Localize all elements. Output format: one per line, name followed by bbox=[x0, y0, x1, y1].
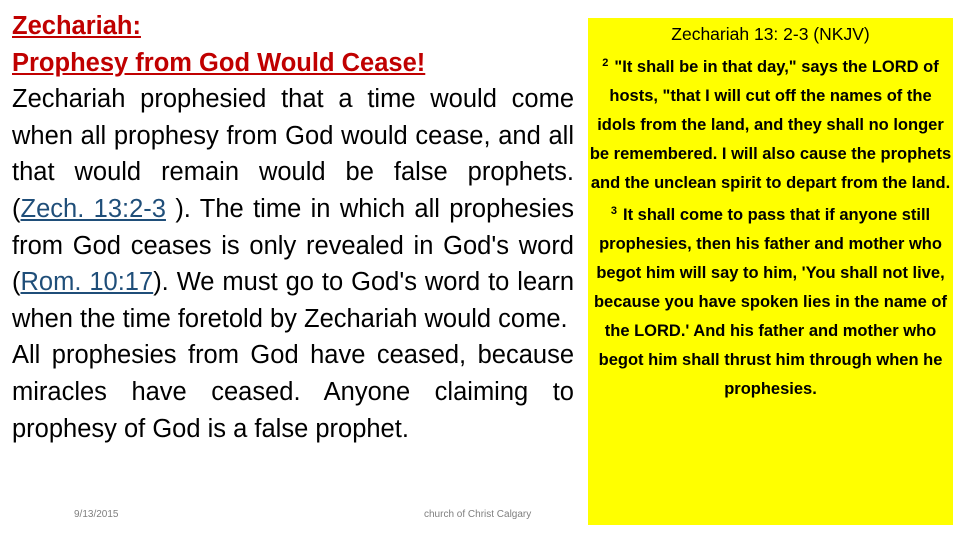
verse-3-number: 3 bbox=[610, 205, 617, 218]
verse-2 bbox=[588, 49, 953, 198]
footer-org: church of Christ Calgary bbox=[424, 509, 532, 520]
zech-reference-link[interactable]: Zech. 13:2-3 bbox=[20, 194, 166, 223]
paragraph-1-middle: ). The time in which all prophesies from God ceases is only revealed in God's word ( bbox=[12, 194, 575, 297]
paragraph-2: All prophesies from God have ceased, because miracles have ceased. Anyone claiming to prophesy of God is a false prophet. bbox=[12, 341, 574, 443]
scripture-box bbox=[588, 18, 953, 525]
paragraph-1-end: ). We must go to God's word to learn when the time foretold by Zechariah would come. bbox=[12, 268, 574, 333]
slide-title-line2: Prophesy from God Would Cease! bbox=[12, 48, 426, 77]
paragraph-1-text: Zechariah prophesied that a time would come when all prophesy from God would cease, and all that would remain would be false prophets. ( bbox=[12, 85, 574, 223]
slide-title-line1: Zechariah: bbox=[12, 12, 141, 40]
footer-date: 9/13/2015 bbox=[74, 509, 119, 520]
verse-2-text: "It shall be in that day," says the LORD of hosts, "that I will cut off the names of the idols from the land, and they shall no longer be remembered. I will also cause the prophets and the unclean spirit to depart from the land. bbox=[589, 57, 952, 192]
verse-3 bbox=[588, 197, 953, 403]
scripture-heading: Zechariah 13: 2-3 (NKJV) bbox=[671, 24, 870, 44]
verse-2-number: 2 bbox=[602, 56, 609, 69]
rom-reference-link[interactable]: Rom. 10:17 bbox=[20, 268, 154, 297]
paragraph-1 bbox=[12, 81, 574, 337]
verse-3-text: It shall come to pass that if anyone still prophesies, then his father and mother who begot him will say to him, 'You shall not live, because you have spoken lies in the name of the LORD.' And his father and mother who begot him shall thrust him through when he prophesies. bbox=[593, 206, 948, 398]
main-text bbox=[12, 8, 574, 447]
